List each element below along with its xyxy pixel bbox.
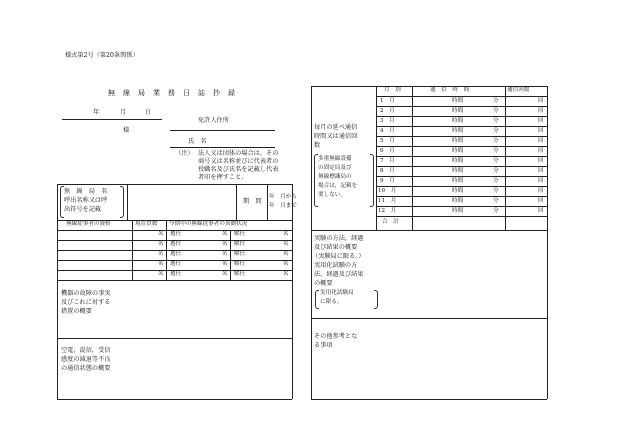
- left-table-right: [292, 184, 293, 399]
- month-label: 5 月: [380, 138, 395, 144]
- hire-label: 選任: [170, 261, 182, 267]
- minute-unit: 分: [493, 118, 499, 124]
- licensee-name-label: 氏 名: [188, 138, 207, 145]
- date-underline: [62, 119, 162, 120]
- month-label: 11 月: [378, 198, 397, 204]
- equipment-failure-label: 措置の概要: [61, 308, 92, 315]
- minute-unit: 分: [493, 148, 499, 154]
- month-label: 12 月: [378, 208, 397, 214]
- col-line: [267, 184, 268, 220]
- experiment-label: の概要: [314, 280, 333, 287]
- callsign-label: 呼出名称又は呼: [64, 197, 108, 204]
- minute-unit: 分: [493, 158, 499, 164]
- date-month: 月: [120, 109, 127, 116]
- row-line: [376, 186, 547, 187]
- interference-label: 空電，混信，受信: [61, 347, 111, 354]
- month-label: 6 月: [380, 148, 395, 154]
- count-unit: 回: [538, 138, 544, 144]
- monthly-time-label: 時間又は通信回: [314, 133, 358, 140]
- month-label: 10 月: [378, 188, 397, 194]
- minute-unit: 分: [493, 128, 499, 134]
- count-unit: 回: [538, 98, 544, 104]
- station-name-label: 無 線 局 名: [64, 188, 108, 195]
- hour-unit: 時間: [452, 208, 464, 214]
- col-line: [230, 230, 231, 280]
- multi-note-bracket-right: [370, 154, 374, 207]
- equipment-failure-label: 機器の故障の事実: [61, 290, 111, 297]
- row-line: [376, 126, 547, 127]
- count-unit: 回: [538, 208, 544, 214]
- hour-unit: 時間: [452, 148, 464, 154]
- total-label: 合 計: [382, 219, 399, 225]
- hour-unit: 時間: [452, 198, 464, 204]
- current-count-header: 現在員数: [135, 221, 158, 227]
- row-line: [376, 106, 547, 107]
- row-line: [376, 176, 547, 177]
- current-count-unit: 名: [158, 231, 164, 237]
- hour-unit: 時間: [452, 158, 464, 164]
- form-number: 様式第2号（第20条関係）: [65, 52, 139, 59]
- experiment-label: （実験局に限る。）: [312, 253, 365, 260]
- month-label: 1 月: [380, 98, 395, 104]
- dismiss-label: 解任: [234, 261, 246, 267]
- dismiss-label: 解任: [234, 271, 246, 277]
- right-table-left: [311, 86, 312, 399]
- col-line: [412, 86, 413, 230]
- equipment-failure-label: 及びこれに対する: [61, 299, 111, 306]
- multi-station-note: 場合は，記載を: [318, 183, 358, 189]
- dismiss-count-unit: 名: [283, 231, 289, 237]
- row-line: [376, 196, 547, 197]
- row-line: [376, 166, 547, 167]
- month-label: 8 月: [380, 168, 395, 174]
- row-line: [376, 96, 547, 97]
- minute-unit: 分: [493, 98, 499, 104]
- interference-label: 感度の減退等不良: [61, 356, 111, 363]
- hour-unit: 時間: [452, 188, 464, 194]
- practical-bracket-right: [374, 290, 378, 309]
- row-line: [376, 156, 547, 157]
- callsign-label: 出符号を記載: [64, 206, 102, 213]
- minute-unit: 分: [493, 208, 499, 214]
- month-label: 2 月: [380, 108, 395, 114]
- address-underline: [170, 130, 275, 131]
- period-label: 期 間: [243, 198, 262, 205]
- col-line: [505, 86, 506, 230]
- dismiss-count-unit: 名: [283, 241, 289, 247]
- monthly-time-label: 数: [314, 142, 321, 149]
- hour-unit: 時間: [452, 118, 464, 124]
- note-line: 役職名及び氏名を記載し代表: [198, 166, 279, 173]
- hour-unit: 時間: [452, 168, 464, 174]
- other-notes-label: その他参考とな: [314, 333, 358, 340]
- col-line: [236, 184, 237, 220]
- col-line: [376, 86, 377, 230]
- experiment-label: 法，経過及び結果: [314, 271, 364, 278]
- right-table-right: [547, 86, 548, 399]
- month-label: 4 月: [380, 128, 395, 134]
- count-unit: 回: [538, 178, 544, 184]
- current-count-unit: 名: [158, 241, 164, 247]
- hire-label: 選任: [170, 231, 182, 237]
- note-line: 商号又は名称並びに代表者の: [198, 158, 279, 165]
- name-underline: [170, 147, 275, 148]
- minute-unit: 分: [493, 188, 499, 194]
- date-day: 日: [145, 109, 152, 116]
- minute-unit: 分: [493, 178, 499, 184]
- dismiss-label: 解任: [234, 231, 246, 237]
- count-unit: 回: [538, 148, 544, 154]
- row-line: [57, 338, 292, 339]
- row-line: [311, 230, 547, 231]
- comm-time-header: 通 信 時 間: [430, 87, 470, 93]
- hire-count-unit: 名: [222, 251, 228, 257]
- left-table-left: [57, 184, 58, 399]
- col-line: [127, 184, 128, 220]
- row-line: [311, 318, 547, 319]
- note-label: （注）: [175, 150, 194, 157]
- hour-unit: 時間: [452, 178, 464, 184]
- licensee-address-label: 免許人住所: [198, 117, 229, 124]
- count-unit: 回: [538, 198, 544, 204]
- dismiss-count-unit: 名: [283, 251, 289, 257]
- hire-label: 選任: [170, 271, 182, 277]
- left-table-bottom: [57, 399, 292, 400]
- period-to: 年 月まで: [269, 203, 297, 209]
- comm-count-header: 通信回数: [507, 87, 530, 93]
- current-count-unit: 名: [158, 251, 164, 257]
- minute-unit: 分: [493, 168, 499, 174]
- hour-unit: 時間: [452, 138, 464, 144]
- month-header: 月 別: [384, 87, 401, 93]
- hire-count-unit: 名: [222, 261, 228, 267]
- hour-unit: 時間: [452, 108, 464, 114]
- experiment-label: 実験の方法，経過: [314, 235, 364, 242]
- count-unit: 回: [538, 188, 544, 194]
- row-line: [57, 280, 292, 281]
- minute-unit: 分: [493, 198, 499, 204]
- row-line: [376, 146, 547, 147]
- practical-note: に限る。: [320, 299, 343, 305]
- practical-note: 実用化試験局: [320, 290, 354, 296]
- multi-station-note: 多重無線設備: [318, 156, 352, 162]
- row-line: [376, 116, 547, 117]
- dismiss-label: 解任: [234, 251, 246, 257]
- multi-station-note: の固定局及び: [318, 165, 352, 171]
- hire-label: 選任: [170, 251, 182, 257]
- station-bracket-right: [120, 186, 124, 218]
- hire-count-unit: 名: [222, 241, 228, 247]
- count-unit: 回: [538, 158, 544, 164]
- month-label: 3 月: [380, 118, 395, 124]
- interference-label: の通信状態の概要: [61, 365, 111, 372]
- note-line: 者印を押すこと。: [198, 174, 248, 181]
- hire-count-unit: 名: [222, 271, 228, 277]
- multi-station-note: 無線標識局の: [318, 174, 352, 180]
- count-unit: 回: [538, 168, 544, 174]
- month-label: 9 月: [380, 178, 395, 184]
- month-label: 7 月: [380, 158, 395, 164]
- minute-unit: 分: [493, 138, 499, 144]
- date-year: 年: [93, 109, 100, 116]
- multi-station-note: 要しない。: [318, 192, 346, 198]
- hire-label: 選任: [170, 241, 182, 247]
- minute-unit: 分: [493, 108, 499, 114]
- left-table-top: [57, 184, 292, 185]
- row-line: [376, 136, 547, 137]
- addressee-honorific: 様: [123, 127, 130, 134]
- hour-unit: 時間: [452, 128, 464, 134]
- count-unit: 回: [538, 108, 544, 114]
- staff-changes-header: 今期中の無線従事者の異動状況: [169, 221, 248, 227]
- dismiss-label: 解任: [234, 241, 246, 247]
- dismiss-count-unit: 名: [283, 261, 289, 267]
- other-notes-label: る事項: [314, 342, 333, 349]
- practical-bracket-left: [315, 290, 319, 309]
- experiment-label: 実用化試験の方: [314, 262, 358, 269]
- qualification-header: 無線従事者の資格: [66, 221, 111, 227]
- experiment-label: 及び結果の概要: [314, 244, 358, 251]
- right-table-bottom: [311, 399, 547, 400]
- count-unit: 回: [538, 118, 544, 124]
- current-count-unit: 名: [158, 261, 164, 267]
- current-count-unit: 名: [158, 271, 164, 277]
- monthly-time-label: 毎月の延べ通信: [314, 124, 358, 131]
- note-line: 法人又は団体の場合は，その: [198, 150, 279, 157]
- hire-count-unit: 名: [222, 231, 228, 237]
- dismiss-count-unit: 名: [283, 271, 289, 277]
- page-title: 無 線 局 業 務 日 誌 抄 録: [108, 89, 236, 97]
- period-from: 年 月から: [269, 194, 297, 200]
- row-line: [376, 206, 547, 207]
- count-unit: 回: [538, 128, 544, 134]
- row-line: [376, 216, 547, 217]
- hour-unit: 時間: [452, 98, 464, 104]
